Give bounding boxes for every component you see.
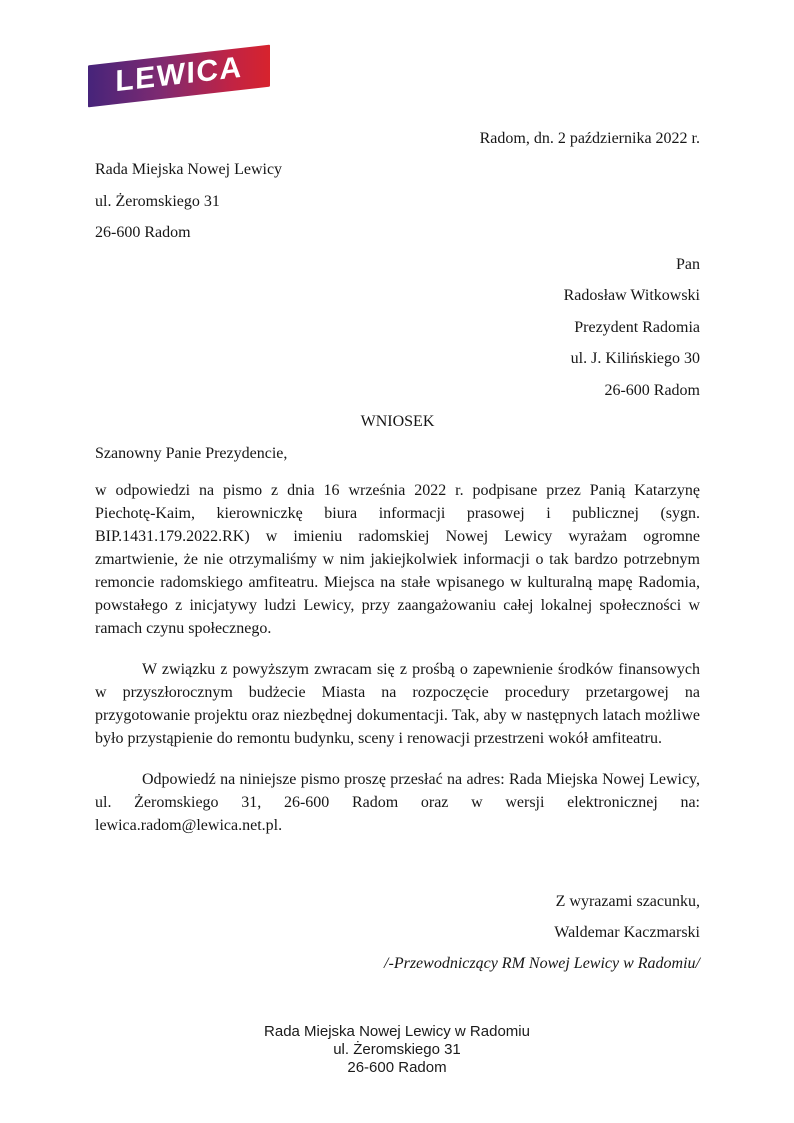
sender-line: 26-600 Radom bbox=[95, 224, 191, 241]
recipient-line: 26-600 Radom bbox=[604, 381, 700, 399]
recipient-line: ul. J. Kilińskiego 30 bbox=[570, 350, 700, 367]
footer-line: 26-600 Radom bbox=[347, 1059, 447, 1076]
body-paragraph-2: W związku z powyższym zwracam się z prośbą o zapewnienie środków finansowych w przyszłorocznym budżecie Miasta na rozpoczęcie procedury przetargowej na przygotowanie projektu oraz niezbędnej dokumentacji. Tak, aby w następnych latach możliwe było przystąpienie do remontu budynku, sceny i renowacji przestrzeni wokół amfiteatru. bbox=[95, 660, 700, 747]
sender-address bbox=[95, 158, 700, 244]
dateline: Radom, dn. 2 października 2022 r. bbox=[479, 130, 700, 147]
footer-line: Rada Miejska Nowej Lewicy w Radomiu bbox=[264, 1023, 530, 1040]
lewica-logo-text: LEWICA bbox=[115, 50, 243, 99]
recipient-line: Pan bbox=[676, 255, 700, 273]
sender-line: ul. Żeromskiego 31 bbox=[95, 192, 220, 210]
letterhead bbox=[95, 50, 700, 117]
letter-title: WNIOSEK bbox=[360, 413, 435, 430]
body-paragraph-1: w odpowiedzi na pismo z dnia 16 września 2022 r. podpisane przez Panią Katarzynę Piechotę-Kaim, kierowniczkę biura informacji prasowej i publicznej (sygn. BIP.1431.179.2022.RK) w imieniu radomskiej Nowej Lewicy wyrażam ogromne zmartwienie, że nie otrzymaliśmy w nim jakiejkolwiek informacji o tak bardzo potrzebnym remoncie radomskiego amfiteatru. Miejsca na stałe wpisanego w kulturalną mapę Radomia, powstałego z inicjatywy ludzi Lewicy, przy zaangażowaniu całej lokalnej społeczności w ramach czynu społecznego. bbox=[95, 481, 700, 637]
recipient-line: Radosław Witkowski bbox=[563, 287, 700, 304]
valediction: Z wyrazami szacunku, bbox=[555, 892, 700, 910]
footer-line: ul. Żeromskiego 31 bbox=[333, 1041, 461, 1058]
footer bbox=[0, 1023, 794, 1077]
salutation: Szanowny Panie Prezydencie, bbox=[95, 444, 288, 462]
closing-block bbox=[95, 890, 700, 975]
recipient-line: Prezydent Radomia bbox=[574, 318, 700, 336]
sender-line: Rada Miejska Nowej Lewicy bbox=[95, 161, 283, 178]
recipient-address bbox=[95, 253, 700, 402]
body-paragraph-3: Odpowiedź na niniejsze pismo proszę przesłać na adres: Rada Miejska Nowej Lewicy, ul. Żeromskiego 31, 26-600 Radom oraz w wersji elektronicznej na: lewica.radom@lewica.net.pl. bbox=[95, 770, 700, 834]
lewica-logo bbox=[88, 45, 270, 108]
signer-name: Waldemar Kaczmarski bbox=[554, 923, 700, 941]
signer-role: /-Przewodniczący RM Nowej Lewicy w Radomiu/ bbox=[384, 954, 700, 972]
